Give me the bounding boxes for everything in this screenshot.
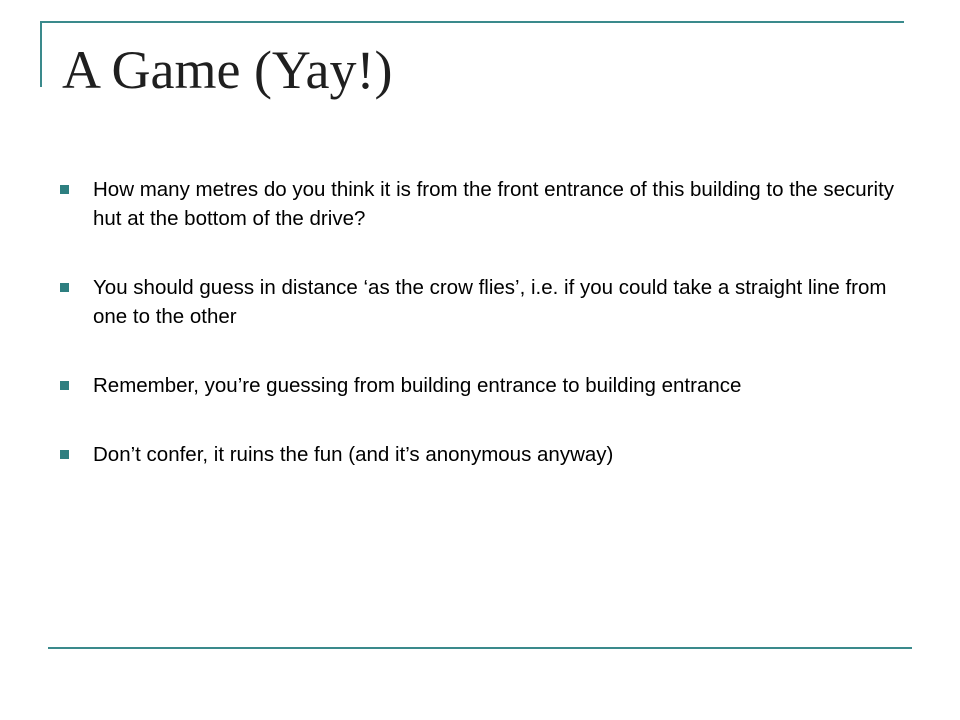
bullet-item [60, 175, 920, 233]
bullet-item [60, 273, 920, 331]
square-bullet-icon [60, 450, 69, 459]
bullet-item [60, 371, 920, 400]
bullet-text: Remember, you’re guessing from building entrance to building entrance [93, 374, 742, 397]
square-bullet-icon [60, 381, 69, 390]
bottom-rule [48, 647, 912, 649]
top-rule [40, 21, 904, 23]
bullet-text: You should guess in distance ‘as the crow flies’, i.e. if you could take a straight line from one to the other [93, 276, 887, 328]
bullet-list [60, 175, 920, 509]
square-bullet-icon [60, 283, 69, 292]
left-rule [40, 21, 42, 87]
bullet-text: How many metres do you think it is from the front entrance of this building to the security hut at the bottom of the drive? [93, 178, 895, 230]
bullet-item [60, 440, 920, 469]
bullet-text: Don’t confer, it ruins the fun (and it’s anonymous anyway) [93, 443, 614, 466]
slide-title: A Game (Yay!) [62, 40, 393, 100]
square-bullet-icon [60, 185, 69, 194]
